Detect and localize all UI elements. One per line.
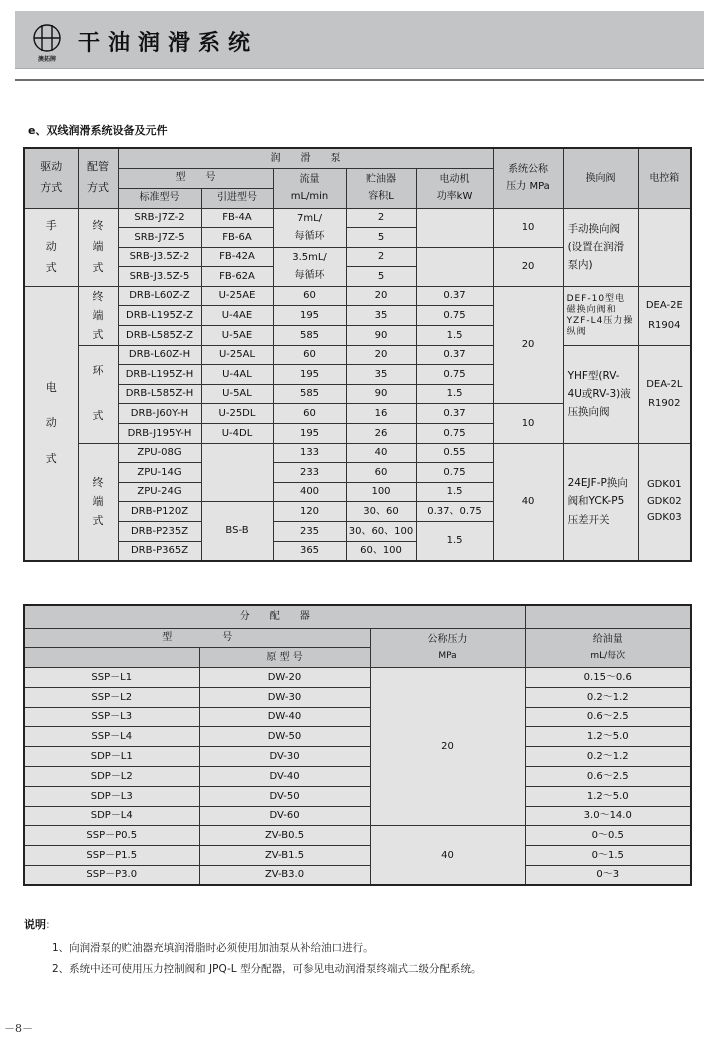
tank-cell: 90 <box>346 326 416 346</box>
imp-model-cell: FB-4A <box>201 208 273 228</box>
orig-model-cell: DW-30 <box>199 687 370 707</box>
flow-cell: 133 <box>273 443 346 463</box>
piping-terminal-b: 终 端 式 <box>78 443 118 561</box>
header-pressure: 公称压力 MPa <box>370 628 525 668</box>
motor-cell: 0.55 <box>416 443 493 463</box>
model-cell: SDP－L3 <box>24 786 199 806</box>
supply-cell: 0～0.5 <box>525 826 691 846</box>
table-row <box>24 687 691 707</box>
std-model-cell: SRB-J3.5Z-2 <box>118 247 201 267</box>
orig-model-cell: DV-40 <box>199 767 370 787</box>
table-row <box>24 668 691 688</box>
header-distributor: 分 配 器 <box>24 605 525 628</box>
tank-cell: 35 <box>346 306 416 326</box>
flow-cell: 233 <box>273 463 346 483</box>
notes-title: 说明 <box>24 918 46 931</box>
header-model: 型 号 <box>118 168 273 188</box>
motor-cell: 0.75 <box>416 306 493 326</box>
tank-cell: 60 <box>346 463 416 483</box>
model-cell: SSP－L2 <box>24 687 199 707</box>
std-model-cell: DRB-P365Z <box>118 541 201 561</box>
orig-model-cell: DW-40 <box>199 707 370 727</box>
header-model-blank <box>24 648 199 668</box>
imp-model-cell: U-5AE <box>201 326 273 346</box>
orig-model-cell: DW-50 <box>199 727 370 747</box>
header-drive: 驱动 方式 <box>24 148 78 208</box>
motor-cell: 0.75 <box>416 365 493 385</box>
header-model: 型 号 <box>24 628 370 648</box>
supply-cell: 1.2～5.0 <box>525 786 691 806</box>
supply-cell: 0.15～0.6 <box>525 668 691 688</box>
model-cell: SSP－L1 <box>24 668 199 688</box>
header-control: 电控箱 <box>638 148 691 208</box>
imp-model-cell: FB-6A <box>201 228 273 248</box>
flow-cell: 195 <box>273 306 346 326</box>
std-model-cell: DRB-L585Z-H <box>118 384 201 404</box>
header-pressure: 系统公称 压力 MPa <box>493 148 563 208</box>
tank-cell: 30、60、100 <box>346 522 416 542</box>
page-title: 干油润滑系统 <box>78 31 259 56</box>
table-row <box>24 208 691 228</box>
orig-model-cell: ZV-B3.0 <box>199 866 370 886</box>
tank-cell: 26 <box>346 424 416 444</box>
flow-cell: 195 <box>273 365 346 385</box>
header-tank: 贮油器 容积L <box>346 168 416 208</box>
table-row <box>24 826 691 846</box>
motor-cell: 0.75 <box>416 424 493 444</box>
motor-cell: 0.37 <box>416 404 493 424</box>
distributor-table <box>23 604 692 886</box>
note-item: 1、向润滑泵的贮油器充填润滑脂时必须使用加油泵从补给油口进行。 <box>52 942 374 954</box>
orig-model-cell: DV-30 <box>199 747 370 767</box>
table-row <box>24 806 691 826</box>
valve-loop: YHF型(RV-4U或RV-3)液压换向阀 <box>563 345 638 443</box>
header-piping: 配管 方式 <box>78 148 118 208</box>
imp-model-cell: U-4DL <box>201 424 273 444</box>
table-row <box>24 345 691 365</box>
std-model-cell: DRB-L585Z-Z <box>118 326 201 346</box>
flow-cell: 585 <box>273 384 346 404</box>
tank-cell: 35 <box>346 365 416 385</box>
piping-loop: 环 式 <box>78 345 118 443</box>
control-terminal-b: GDK01 GDK02 GDK03 <box>638 443 691 561</box>
imp-model-cell-empty <box>201 443 273 502</box>
drive-electric: 电 动 式 <box>24 286 78 560</box>
std-model-cell: DRB-P120Z <box>118 502 201 522</box>
model-cell: SSP－P1.5 <box>24 846 199 866</box>
orig-model-cell: ZV-B1.5 <box>199 846 370 866</box>
pressure-cell: 10 <box>493 208 563 247</box>
std-model-cell: DRB-L60Z-H <box>118 345 201 365</box>
flow-cell: 235 <box>273 522 346 542</box>
tank-cell: 100 <box>346 482 416 502</box>
model-cell: SSP－P0.5 <box>24 826 199 846</box>
motor-cell: 1.5 <box>416 482 493 502</box>
pressure-cell: 20 <box>493 286 563 404</box>
header-blank <box>525 605 691 628</box>
table-row <box>24 866 691 886</box>
imp-model-cell: U-25AL <box>201 345 273 365</box>
header-valve: 换向阀 <box>563 148 638 208</box>
motor-cell: 1.5 <box>416 384 493 404</box>
imp-model-cell: U-5AL <box>201 384 273 404</box>
tank-cell: 20 <box>346 286 416 306</box>
tank-cell: 30、60 <box>346 502 416 522</box>
pressure-cell: 40 <box>493 443 563 561</box>
valve-manual: 手动换向阀(设置在润滑泵内) <box>563 208 638 286</box>
pressure-cell: 20 <box>493 247 563 286</box>
tank-cell: 5 <box>346 267 416 287</box>
flow-cell: 60 <box>273 345 346 365</box>
imp-model-cell: U-4AE <box>201 306 273 326</box>
std-model-cell: DRB-L195Z-Z <box>118 306 201 326</box>
tank-cell: 20 <box>346 345 416 365</box>
table-row <box>24 443 691 463</box>
motor-cell: 0.37 <box>416 345 493 365</box>
flow-cell: 60 <box>273 404 346 424</box>
std-model-cell: DRB-L195Z-H <box>118 365 201 385</box>
orig-model-cell: DW-20 <box>199 668 370 688</box>
header-orig-model: 原 型 号 <box>199 648 370 668</box>
supply-cell: 0.6～2.5 <box>525 707 691 727</box>
header-divider <box>15 79 704 81</box>
motor-cell: 1.5 <box>416 326 493 346</box>
header-std-model: 标准型号 <box>118 188 201 208</box>
supply-cell: 0.2～1.2 <box>525 687 691 707</box>
table-row <box>24 727 691 747</box>
tank-cell: 90 <box>346 384 416 404</box>
std-model-cell: DRB-L60Z-Z <box>118 286 201 306</box>
std-model-cell: ZPU-14G <box>118 463 201 483</box>
model-cell: SDP－L4 <box>24 806 199 826</box>
flow-cell: 120 <box>273 502 346 522</box>
piping-manual: 终端式 <box>78 208 118 286</box>
std-model-cell: DRB-J195Y-H <box>118 424 201 444</box>
std-model-cell: DRB-J60Y-H <box>118 404 201 424</box>
control-loop: DEA-2L R1902 <box>638 345 691 443</box>
supply-cell: 1.2～5.0 <box>525 727 691 747</box>
motor-cell-empty <box>416 208 493 247</box>
control-cell-empty <box>638 208 691 286</box>
flow-cell: 365 <box>273 541 346 561</box>
drive-manual: 手动式 <box>24 208 78 286</box>
imp-model-cell: BS-B <box>201 502 273 561</box>
flow-cell: 400 <box>273 482 346 502</box>
motor-cell: 0.37、0.75 <box>416 502 493 522</box>
table-row <box>24 767 691 787</box>
flow-cell: 60 <box>273 286 346 306</box>
std-model-cell: ZPU-08G <box>118 443 201 463</box>
std-model-cell: SRB-J7Z-5 <box>118 228 201 248</box>
motor-cell: 0.37 <box>416 286 493 306</box>
header-imp-model: 引进型号 <box>201 188 273 208</box>
imp-model-cell: FB-42A <box>201 247 273 267</box>
logo-caption: 澳拓牌 <box>37 56 56 63</box>
valve-terminal-a: DEF-10型电磁换向阀和YZF-L4压力操纵阀 <box>563 286 638 345</box>
orig-model-cell: DV-60 <box>199 806 370 826</box>
header-pump: 润 滑 泵 <box>118 148 493 168</box>
tank-cell: 16 <box>346 404 416 424</box>
std-model-cell: ZPU-24G <box>118 482 201 502</box>
pressure-cell: 20 <box>370 668 525 826</box>
valve-terminal-b: 24EJF-P换向阀和YCK-P5压差开关 <box>563 443 638 561</box>
control-terminal-a: DEA-2E R1904 <box>638 286 691 345</box>
table-row <box>24 786 691 806</box>
std-model-cell: DRB-P235Z <box>118 522 201 542</box>
motor-cell: 0.75 <box>416 463 493 483</box>
supply-cell: 0.2～1.2 <box>525 747 691 767</box>
notes-heading <box>24 916 50 932</box>
model-cell: SDP－L2 <box>24 767 199 787</box>
model-cell: SSP－P3.0 <box>24 866 199 886</box>
imp-model-cell: U-25AE <box>201 286 273 306</box>
note-item: 2、系统中还可使用压力控制阀和 JPQ-L 型分配器，可参见电动润滑泵终端式二级分配系统。 <box>52 963 482 975</box>
flow-cell: 195 <box>273 424 346 444</box>
header-supply: 给油量 mL/每次 <box>525 628 691 668</box>
tank-cell: 5 <box>346 228 416 248</box>
tank-cell: 60、100 <box>346 541 416 561</box>
imp-model-cell: U-25DL <box>201 404 273 424</box>
model-cell: SSP－L3 <box>24 707 199 727</box>
notes-colon: : <box>46 918 50 931</box>
imp-model-cell: U-4AL <box>201 365 273 385</box>
orig-model-cell: DV-50 <box>199 786 370 806</box>
flow-cell: 585 <box>273 326 346 346</box>
std-model-cell: SRB-J7Z-2 <box>118 208 201 228</box>
piping-terminal-a: 终 端 式 <box>78 286 118 345</box>
supply-cell: 3.0～14.0 <box>525 806 691 826</box>
page-number: －8－ <box>4 1022 33 1035</box>
motor-cell: 1.5 <box>416 522 493 561</box>
pressure-cell: 10 <box>493 404 563 443</box>
tank-cell: 2 <box>346 208 416 228</box>
table-row <box>24 747 691 767</box>
std-model-cell: SRB-J3.5Z-5 <box>118 267 201 287</box>
motor-cell-empty <box>416 247 493 286</box>
table-row <box>24 846 691 866</box>
supply-cell: 0.6～2.5 <box>525 767 691 787</box>
tank-cell: 2 <box>346 247 416 267</box>
header-motor: 电动机 功率kW <box>416 168 493 208</box>
supply-cell: 0～1.5 <box>525 846 691 866</box>
model-cell: SSP－L4 <box>24 727 199 747</box>
flow-cell: 3.5mL/ 每循环 <box>273 247 346 286</box>
model-cell: SDP－L1 <box>24 747 199 767</box>
table-row <box>24 707 691 727</box>
flow-cell: 7mL/ 每循环 <box>273 208 346 247</box>
table-row <box>24 286 691 306</box>
imp-model-cell: FB-62A <box>201 267 273 287</box>
supply-cell: 0～3 <box>525 866 691 886</box>
section-title: e、双线润滑系统设备及元件 <box>28 124 168 137</box>
pressure-cell: 40 <box>370 826 525 885</box>
header-flow: 流量 mL/min <box>273 168 346 208</box>
pump-table <box>23 147 692 562</box>
orig-model-cell: ZV-B0.5 <box>199 826 370 846</box>
tank-cell: 40 <box>346 443 416 463</box>
